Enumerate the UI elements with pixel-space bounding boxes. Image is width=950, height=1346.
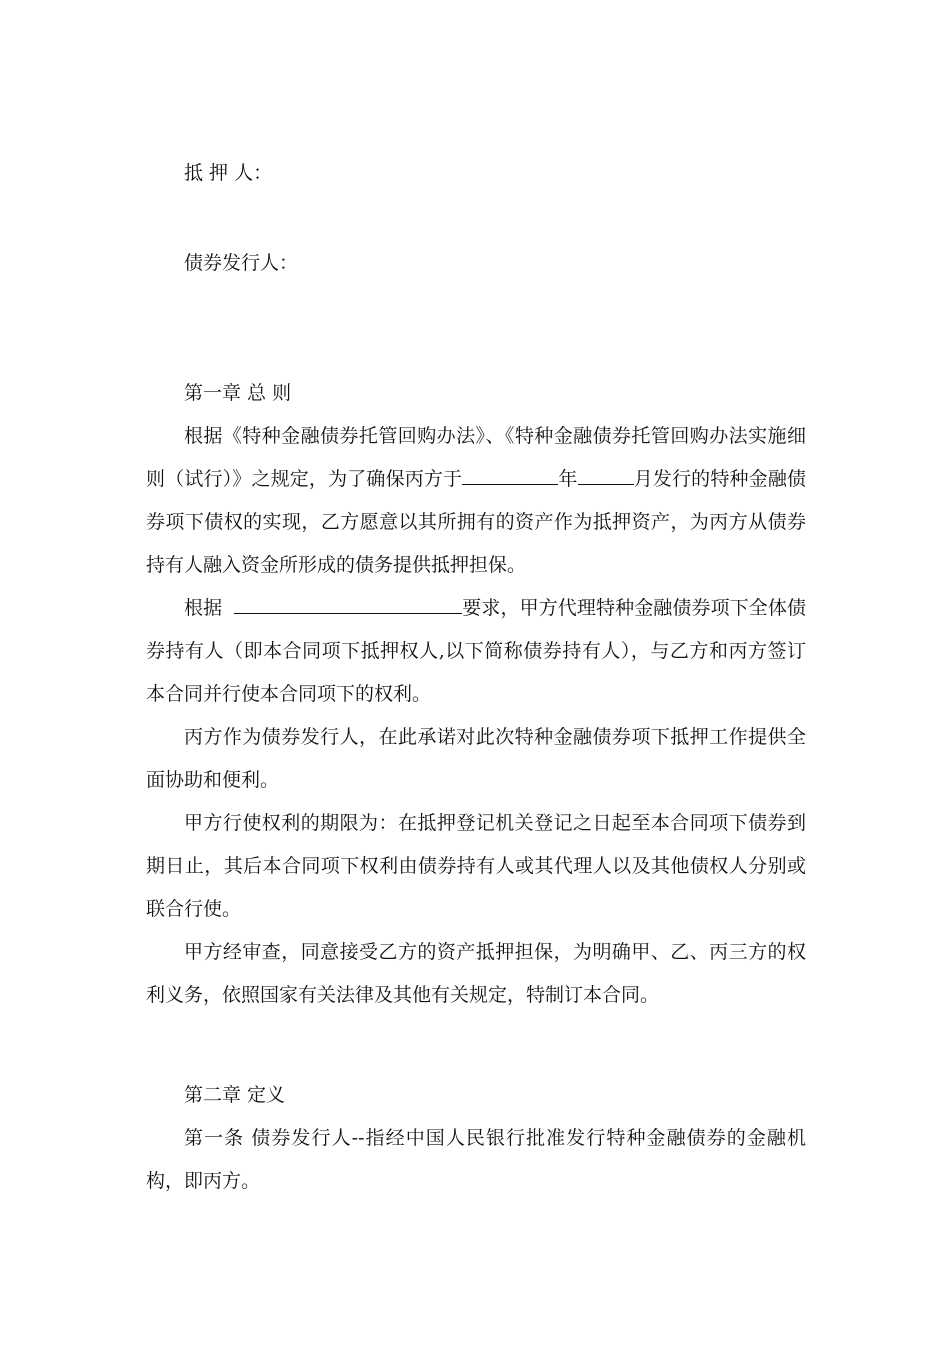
chapter-1-paragraph-4: 甲方行使权利的期限为：在抵押登记机关登记之日起至本合同项下债券到期日止，其后本合同项下权利由债券持有人或其代理人以及其他债权人分别或联合行使。 (146, 812, 806, 920)
year-blank (462, 464, 558, 485)
paragraph-1-text-b: 月发行的特种金融债券项下债权的实现，乙方愿意以其所拥有的资产作为抵押资产，为丙方从债券持有人融入资金所形成的债务提供抵押担保。 (146, 468, 806, 576)
chapter-1-paragraph-3: 丙方作为债券发行人，在此承诺对此次特种金融债券项下抵押工作提供全面协助和便利。 (146, 726, 806, 791)
chapter-1-title: 第一章 总 则 (184, 382, 292, 404)
paragraph-1-year: 年 (558, 468, 578, 490)
month-blank (578, 464, 634, 485)
chapter-2-title: 第二章 定义 (184, 1084, 286, 1106)
paragraph-2-text-a: 根据 (184, 597, 223, 619)
chapter-1-paragraph-1 (146, 415, 806, 587)
chapter-1-paragraph-5: 甲方经审查，同意接受乙方的资产抵押担保，为明确甲、乙、丙三方的权利义务，依照国家有关法律及其他有关规定，特制订本合同。 (146, 941, 806, 1006)
chapter-2-article-1: 第一条 债券发行人--指经中国人民银行批准发行特种金融债券的金融机构，即丙方。 (146, 1127, 806, 1192)
paragraph-2-text-b: 要求，甲方代理特种金融债券项下全体债券持有人（即本合同项下抵押权人,以下简称债券持有人），与乙方和丙方签订本合同并行使本合同项下的权利。 (146, 597, 806, 705)
chapter-1-paragraph-2 (146, 587, 806, 716)
mortgagor-label: 抵 押 人： (184, 162, 273, 184)
requirement-blank (234, 593, 462, 614)
issuer-label: 债券发行人： (184, 252, 299, 274)
paragraph-1-text-a: 根据《特种金融债券托管回购办法》、《特种金融债券托管回购办法实施细则（试行）》之规定，为了确保丙方于 (146, 425, 806, 490)
